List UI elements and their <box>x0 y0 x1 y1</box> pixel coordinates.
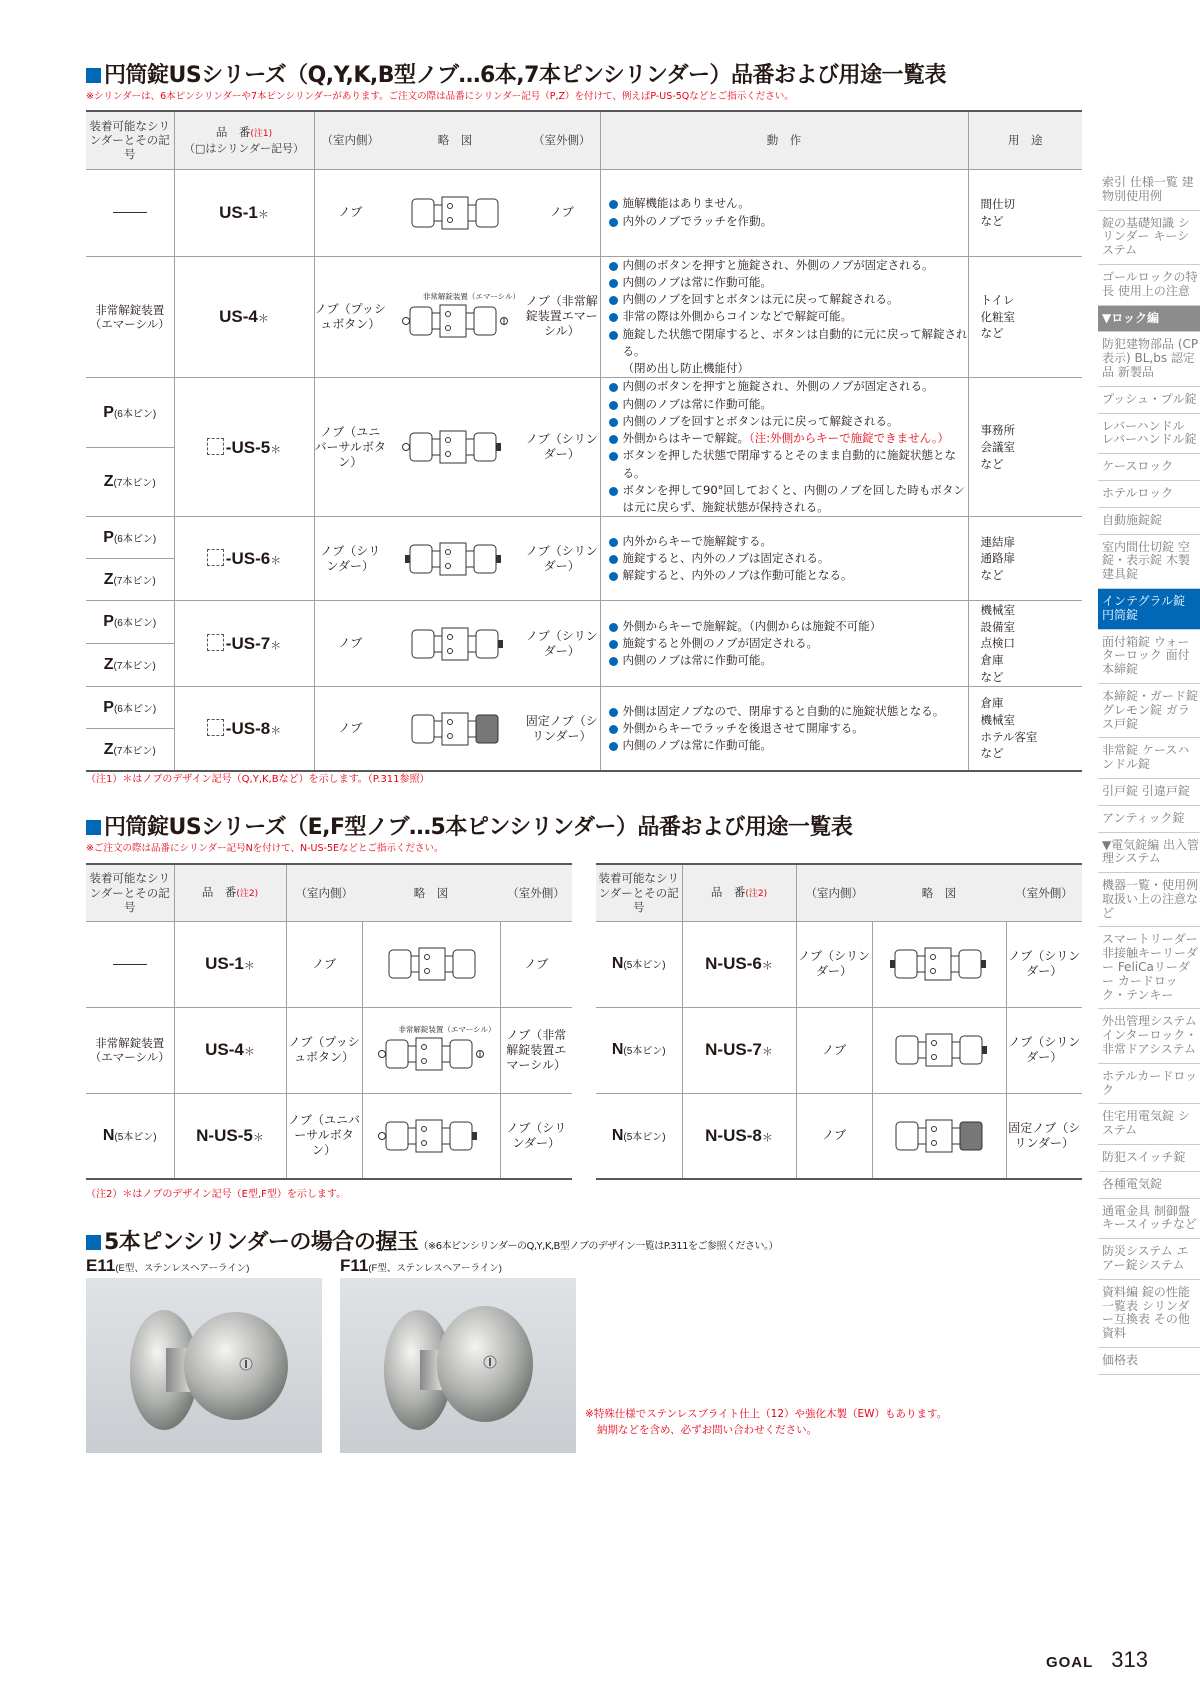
inside-cell: ノブ <box>796 1093 872 1179</box>
cylinder-p: P(6本ピン) <box>86 378 174 448</box>
sidebar-item[interactable]: ホテルカードロック <box>1098 1064 1200 1105</box>
sidebar-item[interactable]: 防犯スイッチ錠 <box>1098 1145 1200 1172</box>
lock-diagram-double-cylinder-icon <box>388 539 522 579</box>
table-row <box>86 601 1082 644</box>
sidebar-item[interactable]: 各種電気錠 <box>1098 1172 1200 1199</box>
action-cell: 内外からキーで施解錠する。 施錠すると、内外のノブは固定される。 解錠すると、内外のノブは作動可能となる。 <box>600 517 968 601</box>
e11-knob-image <box>86 1278 322 1453</box>
part-number: -US-7＊ <box>174 601 314 687</box>
sidebar-item[interactable]: 室内間仕切錠 空錠・表示錠 木製建具錠 <box>1098 535 1200 589</box>
inside-cell: ノブ <box>314 601 386 687</box>
cylinder-code-box <box>207 719 224 736</box>
table-row <box>86 921 572 1007</box>
none-dash <box>113 212 147 213</box>
sidebar-item[interactable]: アンティック錠 <box>1098 806 1200 833</box>
action-cell: 内側のボタンを押すと施錠され、外側のノブが固定される。 内側のノブは常に作動可能。 内側のノブを回すとボタンは元に戻って解錠される。 非常の際は外側からコインなどで解錠可能。 施錠した状態で閉扉すると、ボタンは自動的に元に戻って解錠される。 （閉め出し防止機能付） <box>600 256 968 378</box>
inside-cell: ノブ <box>796 1007 872 1093</box>
f11-knob-photo <box>340 1278 576 1453</box>
inside-cell: ノブ（シリンダー） <box>314 517 386 601</box>
part-number: US-4＊ <box>174 256 314 378</box>
section-marker-icon <box>86 1235 101 1250</box>
sidebar-item[interactable]: 索引 仕様一覧 建物別使用例 <box>1098 170 1200 211</box>
section2-footnote: （注2）＊はノブのデザイン記号（E型,F型）を示します。 <box>86 1189 347 1200</box>
part-number: -US-5＊ <box>174 378 314 517</box>
section1-footnote: （注1）＊はノブのデザイン記号（Q,Y,K,Bなど）を示します。（P.311参照） <box>86 774 430 785</box>
lock-diagram <box>362 921 500 1007</box>
part-number: -US-8＊ <box>174 687 314 771</box>
lock-diagram <box>386 601 524 687</box>
part-number: N-US-5＊ <box>174 1093 286 1179</box>
lock-diagram-emergency-icon <box>388 301 522 341</box>
lock-diagram <box>386 256 524 378</box>
header-use: 用 途 <box>968 111 1082 169</box>
use-cell: 事務所 会議室 など <box>968 378 1082 517</box>
header-inside: （室内側） <box>286 864 362 921</box>
header-cylinder: 装着可能なシリンダーとその記号 <box>86 864 174 921</box>
action-cell: 内側のボタンを押すと施錠され、外側のノブが固定される。 内側のノブは常に作動可能。 内側のノブを回すとボタンは元に戻って解錠される。 外側からはキーで解錠。（注:外側からキーで施錠できません。） ボタンを押した状態で閉扉するとそのまま自動的に施錠状態となる。 ボタンを押して90°回しておくと、内側のノブを回した時もボタンは元に戻らず、施錠状態が保持される。 <box>600 378 968 517</box>
lock-diagram-outer-cylinder-icon <box>400 624 510 664</box>
table-row <box>86 1093 572 1179</box>
brand-logo: GOAL <box>1045 1654 1094 1671</box>
outside-cell: ノブ（非常解錠装置エマーシル） <box>500 1007 572 1093</box>
sidebar-item[interactable]: 防犯建物部品 (CP表示) BL,bs 認定品 新製品 <box>1098 332 1200 386</box>
lock-diagram <box>362 1093 500 1179</box>
outside-cell: ノブ（シリンダー） <box>1006 921 1082 1007</box>
use-cell: 倉庫 機械室 ホテル客室 など <box>968 687 1082 771</box>
special-note-2: 納期などを含め、必ずお問い合わせください。 <box>597 1424 818 1436</box>
header-action: 動 作 <box>600 111 968 169</box>
cylinder-p: P(6本ピン) <box>86 517 174 559</box>
sidebar-item[interactable]: 価格表 <box>1098 1348 1200 1375</box>
inside-cell: ノブ（シリンダー） <box>796 921 872 1007</box>
section2-note: ※ご注文の際は品番にシリンダー記号Nを付けて、N-US-5Eなどとご指示ください。 <box>86 843 444 854</box>
table-row <box>86 517 1082 559</box>
lock-diagram <box>386 517 524 601</box>
section1-note: ※シリンダーは、6本ピンシリンダーや7本ピンシリンダーがあります。ご注文の際は品番にシリンダー記号（P,Z）を付けて、例えばP-US-5Qなどとご指示ください。 <box>86 91 794 102</box>
sidebar-item[interactable]: ▼ロック編 <box>1098 306 1200 333</box>
section-marker-icon <box>86 68 101 83</box>
cylinder-code-box <box>207 549 224 566</box>
e11-knob-photo <box>86 1278 322 1453</box>
lock-diagram <box>386 378 524 517</box>
table-row <box>86 256 1082 378</box>
outside-cell: ノブ（シリンダー） <box>524 378 600 517</box>
sidebar-item[interactable]: 防災システム エアー錠システム <box>1098 1239 1200 1280</box>
part-number: US-4＊ <box>174 1007 286 1093</box>
table-row <box>86 1007 572 1093</box>
outside-cell: 固定ノブ（シリンダー） <box>524 687 600 771</box>
section-marker-icon <box>86 820 101 835</box>
lock-diagram-outer-cylinder-icon <box>884 1030 994 1070</box>
outside-cell: ノブ <box>500 921 572 1007</box>
cylinder-cell: N(5本ピン) <box>86 1093 174 1179</box>
lock-diagram <box>872 921 1006 1007</box>
cylinder-cell: 非常解錠装置（エマーシル） <box>86 256 174 378</box>
sidebar-item[interactable]: プッシュ・プル錠 <box>1098 387 1200 414</box>
sidebar-item[interactable]: ケースロック <box>1098 454 1200 481</box>
lock-diagram-icon <box>381 944 481 984</box>
outside-cell: ノブ（シリンダー） <box>524 517 600 601</box>
cylinder-z: Z(7本ピン) <box>86 729 174 771</box>
sidebar-item[interactable]: ゴールロックの特長 使用上の注意 <box>1098 265 1200 306</box>
lock-diagram-fixed-knob-icon <box>400 709 510 749</box>
lock-diagram-double-cylinder-icon <box>877 944 1001 984</box>
sidebar-item[interactable]: 引戸錠 引違戸錠 <box>1098 779 1200 806</box>
inside-cell: ノブ（ユニバーサルボタン） <box>286 1093 362 1179</box>
header-outside: （室外側） <box>500 864 572 921</box>
header-cylinder: 装着可能なシリンダーとその記号 <box>86 111 174 169</box>
lock-diagram <box>386 687 524 771</box>
table-row <box>596 921 1082 1007</box>
lock-diagram <box>386 169 524 256</box>
sidebar-item[interactable]: 自動施錠錠 <box>1098 508 1200 535</box>
table-row <box>86 378 1082 448</box>
cylinder-cell: N(5本ピン) <box>596 921 682 1007</box>
lock-diagram-emergency-icon <box>364 1034 498 1074</box>
inside-cell: ノブ <box>314 687 386 771</box>
cylinder-cell: 非常解錠装置（エマーシル） <box>86 1007 174 1093</box>
cylinder-p: P(6本ピン) <box>86 687 174 729</box>
sidebar-item[interactable]: 面付箱錠 ウォーターロック 面付本締錠 <box>1098 630 1200 684</box>
inside-cell: ノブ（ユニバーサルボタン） <box>314 378 386 517</box>
cylinder-cell: N(5本ピン) <box>596 1007 682 1093</box>
lock-diagram <box>872 1093 1006 1179</box>
part-number: N-US-6＊ <box>682 921 796 1007</box>
cylinder-p: P(6本ピン) <box>86 601 174 644</box>
cylinder-cell: N(5本ピン) <box>596 1093 682 1179</box>
sidebar-nav <box>1098 170 1200 1375</box>
header-diagram: 略 図 <box>872 864 1006 921</box>
outside-cell: ノブ <box>524 169 600 256</box>
cylinder-cell <box>86 169 174 256</box>
use-cell: 間仕切 など <box>968 169 1082 256</box>
outside-cell: ノブ（非常解錠装置エマーシル） <box>524 256 600 378</box>
cylinder-z: Z(7本ピン) <box>86 447 174 517</box>
section1-title: 円筒錠USシリーズ（Q,Y,K,B型ノブ…6本,7本ピンシリンダー）品番および用途一覧表 <box>86 58 946 89</box>
part-number: N-US-8＊ <box>682 1093 796 1179</box>
sidebar-item[interactable]: 資料編 錠の性能一覧表 シリンダー互換表 その他資料 <box>1098 1280 1200 1348</box>
page-footer <box>1046 1647 1148 1673</box>
section1-table <box>86 110 1082 772</box>
page-number: 313 <box>1111 1647 1148 1672</box>
lock-diagram-icon <box>400 193 510 233</box>
sidebar-item[interactable]: ホテルロック <box>1098 481 1200 508</box>
special-note-1: ※特殊仕様でステンレスブライト仕上（12）や強化木製（EW）もあります。 <box>585 1408 948 1420</box>
sidebar-item[interactable]: 非常錠 ケースハンドル錠 <box>1098 738 1200 779</box>
sidebar-item[interactable]: 住宅用電気錠 システム <box>1098 1104 1200 1145</box>
cylinder-z: Z(7本ピン) <box>86 559 174 601</box>
section2-title: 円筒錠USシリーズ（E,F型ノブ…5本ピンシリンダー）品番および用途一覧表 <box>86 810 852 841</box>
cylinder-code-box <box>207 634 224 651</box>
sidebar-item[interactable]: インテグラル錠 円筒錠 <box>1098 589 1200 630</box>
part-number: N-US-7＊ <box>682 1007 796 1093</box>
sidebar-item[interactable]: 機器一覧・使用例 取扱い上の注意など <box>1098 873 1200 927</box>
sidebar-item[interactable]: 本締錠・ガード錠 グレモン錠 ガラス戸錠 <box>1098 684 1200 738</box>
part-number: US-1＊ <box>174 921 286 1007</box>
part-number: US-1＊ <box>174 169 314 256</box>
part-number: -US-6＊ <box>174 517 314 601</box>
outside-cell: ノブ（シリンダー） <box>1006 1007 1082 1093</box>
cylinder-code-box <box>207 438 224 455</box>
header-outside: （室外側） <box>1006 864 1082 921</box>
lock-diagram-fixed-knob-icon <box>884 1116 994 1156</box>
inside-cell: ノブ（プッシュボタン） <box>314 256 386 378</box>
use-cell: 連結扉 通路扉 など <box>968 517 1082 601</box>
diagram-label: 非常解錠装置（エマーシル） <box>398 1024 496 1034</box>
action-cell: 施解機能はありません。 内外のノブでラッチを作動。 <box>600 169 968 256</box>
section3-title: 5本ピンシリンダーの場合の握玉（※6本ピンシリンダーのQ,Y,K,B型ノブのデザイン一覧はP.311をご参照ください。） <box>86 1225 778 1256</box>
header-diagram: 略 図 <box>386 111 524 169</box>
header-part: 品 番(注2) <box>174 864 286 921</box>
sidebar-item[interactable]: レバーハンドル レバーハンドル錠 <box>1098 414 1200 455</box>
sidebar-item[interactable]: 通電金具 制御盤 キースイッチなど <box>1098 1199 1200 1240</box>
f11-label: F11(F型、ステンレスヘアーライン) <box>340 1256 502 1275</box>
diagram-label: 非常解錠装置（エマーシル） <box>422 291 520 301</box>
section2-table-left <box>86 863 572 1180</box>
header-inside: （室内側） <box>314 111 386 169</box>
table-row <box>86 687 1082 729</box>
inside-cell: ノブ <box>314 169 386 256</box>
lock-diagram <box>872 1007 1006 1093</box>
use-cell: トイレ 化粧室 など <box>968 256 1082 378</box>
outside-cell: ノブ（シリンダー） <box>500 1093 572 1179</box>
header-part: 品 番(注2) <box>682 864 796 921</box>
inside-cell: ノブ（プッシュボタン） <box>286 1007 362 1093</box>
action-cell: 外側からキーで施解錠。（内側からは施錠不可能） 施錠すると外側のノブが固定される。 内側のノブは常に作動可能。 <box>600 601 968 687</box>
sidebar-item[interactable]: 外出管理システム インターロック・ 非常ドアシステム <box>1098 1009 1200 1063</box>
lock-diagram <box>362 1007 500 1093</box>
header-inside: （室内側） <box>796 864 872 921</box>
table-row <box>596 1007 1082 1093</box>
section2-table-right <box>596 863 1082 1180</box>
f11-knob-image <box>340 1278 576 1453</box>
lock-diagram-cylinder-icon <box>364 1116 498 1156</box>
none-dash <box>113 964 147 965</box>
header-part: 品 番(注1) （□はシリンダー記号） <box>174 111 314 169</box>
lock-diagram-cylinder-icon <box>388 427 522 467</box>
header-diagram: 略 図 <box>362 864 500 921</box>
header-outside: （室外側） <box>524 111 600 169</box>
table-row <box>596 1093 1082 1179</box>
sidebar-item[interactable]: 錠の基礎知識 シリンダー キーシステム <box>1098 211 1200 265</box>
table-row <box>86 169 1082 256</box>
outside-cell: ノブ（シリンダー） <box>524 601 600 687</box>
cylinder-cell <box>86 921 174 1007</box>
sidebar-item[interactable]: スマートリーダー 非接触キーリーダー FeliCaリーダー カードロック・テンキー <box>1098 927 1200 1009</box>
header-cylinder: 装着可能なシリンダーとその記号 <box>596 864 682 921</box>
action-cell: 外側は固定ノブなので、閉扉すると自動的に施錠状態となる。 外側からキーでラッチを後退させて開扉する。 内側のノブは常に作動可能。 <box>600 687 968 771</box>
cylinder-z: Z(7本ピン) <box>86 644 174 687</box>
e11-label: E11(E型、ステンレスヘアーライン) <box>86 1256 250 1275</box>
inside-cell: ノブ <box>286 921 362 1007</box>
sidebar-item[interactable]: ▼電気錠編 出入管理システム <box>1098 833 1200 874</box>
outside-cell: 固定ノブ（シリンダー） <box>1006 1093 1082 1179</box>
use-cell: 機械室 設備室 点検口 倉庫 など <box>968 601 1082 687</box>
